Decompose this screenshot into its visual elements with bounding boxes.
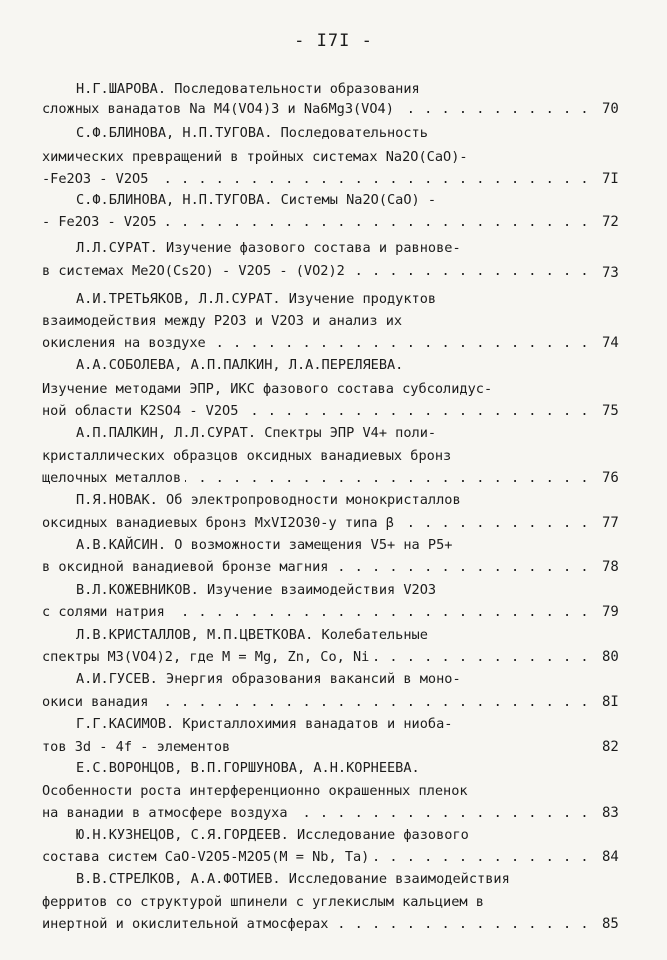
toc-entry-line: тов 3d - 4f - элементов xyxy=(42,738,590,756)
toc-page-ref: 77 xyxy=(602,515,619,531)
toc-entry-line: Особенности роста интерференционно окрашенных пленок xyxy=(42,782,590,800)
toc-page-ref: 78 xyxy=(602,559,619,575)
toc-page-ref: 82 xyxy=(602,739,619,755)
toc-entry-line: Изучение методами ЭПР, ИКС фазового состава субсолидус- xyxy=(42,380,590,398)
toc-entry-line: С.Ф.БЛИНОВА, Н.П.ТУГОВА. Системы Na2O(CaO) - xyxy=(76,191,590,209)
toc-entry-line: А.И.ГУСЕВ. Энергия образования вакансий в моно- xyxy=(76,670,590,688)
toc-entry-line: ферритов со структурой шпинели с углекислым кальцием в xyxy=(42,893,590,911)
toc-entry-line: С.Ф.БЛИНОВА, Н.П.ТУГОВА. Последовательность xyxy=(76,124,590,142)
page-number: - I7I - xyxy=(294,31,373,51)
toc-entry-line: Г.Г.КАСИМОВ. Кристаллохимия ванадатов и ниоба- xyxy=(76,715,590,733)
toc-entry-line: окисления на воздухе . . . xyxy=(42,334,590,352)
toc-page-ref: 85 xyxy=(602,916,619,932)
toc-entry-line: в системах Me2O(Cs2O) - V2O5 - (VO2)2 . . . xyxy=(42,262,590,280)
toc-page-ref: 75 xyxy=(602,403,619,419)
toc-page-ref: 72 xyxy=(602,214,619,230)
toc-entry-line: В.Л.КОЖЕВНИКОВ. Изучение взаимодействия V2O3 xyxy=(76,581,590,599)
toc-page-ref: 8I xyxy=(602,694,619,710)
toc-entry-line: химических превращений в тройных системах Na2O(CaO)- xyxy=(42,148,590,166)
toc-entry-line: с солями натрия . . . xyxy=(42,603,590,621)
toc-entry-line: щелочных металлов . . . xyxy=(42,469,590,487)
toc-page-ref: 84 xyxy=(602,849,619,865)
toc-entry-line: инертной и окислительной атмосферах . . . xyxy=(42,915,590,933)
toc-entry-line: в оксидной ванадиевой бронзе магния . . . xyxy=(42,558,590,576)
toc-entry-line: ной области K2SO4 - V2O5 . . . xyxy=(42,402,590,420)
toc-page-ref: 73 xyxy=(602,265,619,281)
toc-entry-line: взаимодействия между Р2O3 и V2O3 и анализ их xyxy=(42,312,590,330)
toc-entry-line: - Fe2O3 - V2O5 . . . xyxy=(42,213,590,231)
toc-page-ref: 70 xyxy=(602,101,619,117)
toc-entry-line: Ю.Н.КУЗНЕЦОВ, С.Я.ГОРДЕЕВ. Исследование фазового xyxy=(76,826,590,844)
toc-entry-line: Н.Г.ШАРОВА. Последовательности образования xyxy=(76,80,590,98)
toc-page-ref: 7I xyxy=(602,171,619,187)
toc-page-ref: 79 xyxy=(602,604,619,620)
toc-page-ref: 74 xyxy=(602,335,619,351)
toc-entry-line: Л.В.КРИСТАЛЛОВ, М.П.ЦВЕТКОВА. Колебательные xyxy=(76,626,590,644)
toc-entry-line: -Fe2O3 - V2O5 . . . xyxy=(42,170,590,188)
toc-entry-line: А.И.ТРЕТЬЯКОВ, Л.Л.СУРАТ. Изучение продуктов xyxy=(76,290,590,308)
toc-entry-line: оксидных ванадиевых бронз MxVI2O30-y типа β . . . xyxy=(42,514,590,532)
toc-entry-line: А.П.ПАЛКИН, Л.Л.СУРАТ. Спектры ЭПР V4+ поли- xyxy=(76,424,590,442)
toc-entry-line: на ванадии в атмосфере воздуха . . . xyxy=(42,804,590,822)
toc-entry-line: окиси ванадия . . . xyxy=(42,693,590,711)
toc-page-ref: 76 xyxy=(602,470,619,486)
toc-entry-line: Л.Л.СУРАТ. Изучение фазового состава и равнове- xyxy=(76,239,590,257)
toc-entry-line: А.В.КАЙСИН. О возможности замещения V5+ на P5+ xyxy=(76,536,590,554)
toc-entry-line: спектры M3(VO4)2, где M = Mg, Zn, Co, Ni . . . xyxy=(42,648,590,666)
toc-page-ref: 80 xyxy=(602,649,619,665)
toc-entry-line: П.Я.НОВАК. Об электропроводности монокристаллов xyxy=(76,491,590,509)
toc-entry-line: состава систем CaO-V2O5-M2O5(M = Nb, Ta) . . . xyxy=(42,848,590,866)
toc-entry-line: В.В.СТРЕЛКОВ, А.А.ФОТИЕВ. Исследование взаимодействия xyxy=(76,870,590,888)
toc-entry-line: кристаллических образцов оксидных ванадиевых бронз xyxy=(42,447,590,465)
toc-page-ref: 83 xyxy=(602,805,619,821)
toc-entry-line: Е.С.ВОРОНЦОВ, В.П.ГОРШУНОВА, А.Н.КОРНЕЕВА. xyxy=(76,759,590,777)
toc-entry-line: А.А.СОБОЛЕВА, А.П.ПАЛКИН, Л.А.ПЕРЕЛЯЕВА. xyxy=(76,356,590,374)
toc-entry-line: сложных ванадатов Na M4(VO4)3 и Na6Mg3(VO4) . . . xyxy=(42,100,590,118)
